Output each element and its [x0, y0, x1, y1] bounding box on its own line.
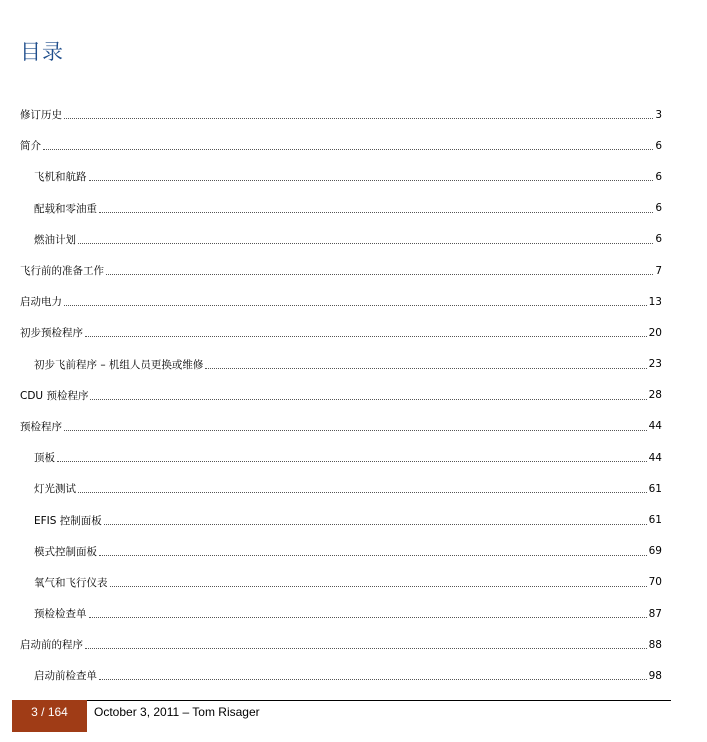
toc-entry-page-number: 28 — [648, 389, 662, 402]
toc-dot-leader — [99, 212, 653, 213]
toc-entry[interactable] — [20, 224, 662, 255]
toc-entry-page-number: 3 — [655, 108, 662, 121]
toc-entry[interactable] — [20, 598, 662, 629]
toc-entry-page-number: 20 — [648, 326, 662, 339]
toc-entry-page-number: 61 — [648, 482, 662, 495]
toc-dot-leader — [78, 492, 647, 493]
footer-page-indicator — [12, 700, 87, 732]
toc-entry-label: 模式控制面板 — [34, 545, 97, 558]
page-number-label: 3 / 164 — [31, 705, 68, 719]
toc-entry[interactable] — [20, 536, 662, 567]
toc-entry-page-number: 69 — [648, 545, 662, 558]
toc-entry-label: 配载和零油重 — [34, 202, 97, 215]
page-title: 目录 — [20, 40, 64, 65]
table-of-contents — [20, 99, 662, 692]
toc-entry-label: 初步预检程序 — [20, 327, 83, 340]
toc-entry-label: 燃油计划 — [34, 233, 76, 246]
toc-entry-label: 修订历史 — [20, 109, 62, 122]
toc-entry-page-number: 61 — [648, 514, 662, 527]
toc-entry-label: 启动前的程序 — [20, 639, 83, 652]
toc-entry[interactable] — [20, 660, 662, 691]
toc-entry[interactable] — [20, 567, 662, 598]
toc-entry[interactable] — [20, 349, 662, 380]
toc-entry-label: EFIS 控制面板 — [34, 514, 102, 527]
toc-dot-leader — [64, 305, 647, 306]
toc-entry-page-number: 6 — [655, 170, 662, 183]
toc-dot-leader — [78, 243, 653, 244]
toc-dot-leader — [89, 180, 654, 181]
toc-entry-page-number: 6 — [655, 202, 662, 215]
toc-entry[interactable] — [20, 411, 662, 442]
toc-entry-label: CDU 预检程序 — [20, 389, 89, 402]
toc-entry[interactable] — [20, 629, 662, 660]
footer-date-author: October 3, 2011 – Tom Risager — [94, 705, 260, 719]
toc-entry-page-number: 6 — [655, 233, 662, 246]
toc-dot-leader — [57, 461, 647, 462]
footer-divider — [12, 700, 671, 701]
toc-entry[interactable] — [20, 286, 662, 317]
toc-dot-leader — [89, 617, 647, 618]
toc-entry-page-number: 88 — [648, 638, 662, 651]
toc-dot-leader — [205, 368, 646, 369]
toc-entry-page-number: 70 — [648, 576, 662, 589]
toc-entry[interactable] — [20, 255, 662, 286]
toc-entry-page-number: 13 — [648, 295, 662, 308]
toc-dot-leader — [85, 648, 647, 649]
toc-entry[interactable] — [20, 193, 662, 224]
toc-entry-page-number: 98 — [648, 669, 662, 682]
toc-entry[interactable] — [20, 442, 662, 473]
toc-entry[interactable] — [20, 99, 662, 130]
toc-dot-leader — [99, 679, 647, 680]
toc-entry-page-number: 87 — [648, 607, 662, 620]
toc-entry-page-number: 6 — [655, 139, 662, 152]
toc-dot-leader — [64, 118, 653, 119]
toc-entry-page-number: 23 — [648, 358, 662, 371]
toc-entry-label: 简介 — [20, 140, 41, 153]
toc-entry[interactable] — [20, 317, 662, 348]
toc-entry-page-number: 44 — [648, 420, 662, 433]
toc-dot-leader — [64, 430, 647, 431]
toc-entry-page-number: 44 — [648, 451, 662, 464]
toc-entry-label: 飞机和航路 — [34, 171, 87, 184]
toc-entry[interactable] — [20, 161, 662, 192]
toc-entry[interactable] — [20, 130, 662, 161]
toc-dot-leader — [90, 399, 646, 400]
toc-entry-label: 启动电力 — [20, 296, 62, 309]
toc-dot-leader — [110, 586, 647, 587]
toc-entry-label: 氧气和飞行仪表 — [34, 576, 108, 589]
toc-dot-leader — [85, 336, 647, 337]
toc-entry-label: 预检程序 — [20, 420, 62, 433]
toc-dot-leader — [43, 149, 653, 150]
toc-entry-label: 飞行前的准备工作 — [20, 265, 104, 278]
toc-dot-leader — [106, 274, 653, 275]
toc-entry[interactable] — [20, 473, 662, 504]
toc-dot-leader — [99, 555, 647, 556]
toc-entry-label: 灯光测试 — [34, 483, 76, 496]
toc-entry[interactable] — [20, 380, 662, 411]
toc-entry-page-number: 7 — [655, 264, 662, 277]
toc-entry-label: 初步飞前程序 – 机组人员更换或维修 — [34, 358, 204, 371]
toc-entry-label: 预检检查单 — [34, 608, 87, 621]
toc-entry-label: 顶板 — [34, 452, 55, 465]
toc-entry[interactable] — [20, 504, 662, 535]
toc-dot-leader — [104, 524, 647, 525]
toc-entry-label: 启动前检查单 — [34, 670, 97, 683]
